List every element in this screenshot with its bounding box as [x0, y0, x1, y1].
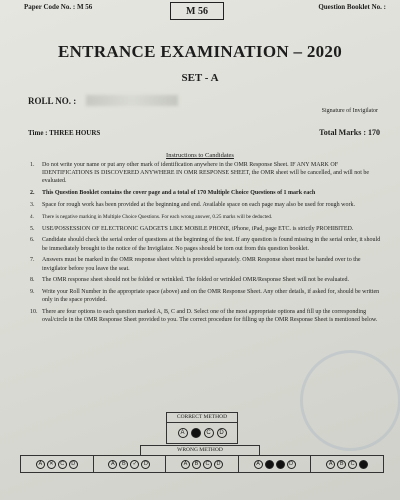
instruction-item: 8. The OMR response sheet should not be folded or wrinkled. The folded or wrinkled OMR/Response Sheet will not be evaluated. [30, 277, 349, 284]
instruction-item: 1. Do not write your name or put any other mark of identification anywhere in the OMR Response Sheet. IF ANY MARK OF IDENTIFICATIONS IS DISCOVERED ANYWHERE IN OMR RESPONSE SHEET, the OMR sheet will be cancelled, and will not be evaluated. [30, 162, 370, 185]
correct-method-box [166, 412, 238, 444]
instruction-item: 2. This Question Booklet contains the cover page and a total of 170 Multiple Choice Questions of 1 mark each [30, 190, 316, 197]
wrong-example-cross [21, 456, 94, 472]
omr-bubble: C [203, 460, 212, 469]
omr-bubble-crossed: ✕ [47, 460, 56, 469]
omr-bubble: D [69, 460, 78, 469]
omr-bubble-filled [265, 460, 274, 469]
set-label: SET - A [181, 72, 219, 84]
wrong-example-tick [94, 456, 167, 472]
omr-bubble-a: A [178, 428, 188, 438]
question-booklet-number: Question Booklet No. : [318, 3, 386, 11]
stamp-seal [300, 350, 400, 451]
invigilator-signature-label: Signature of Invigilator [321, 108, 378, 114]
instruction-item: 5. USE/POSSESSION OF ELECTRONIC GADGETS LIKE MOBILE PHONE, iPhone, iPad, page ETC. is strictly PROHIBITED. [30, 225, 354, 232]
correct-method-bubbles [167, 423, 237, 443]
total-marks: Total Marks : 170 [319, 128, 380, 137]
omr-bubble-dotted: A [181, 460, 190, 469]
watermark: ​ [140, 363, 159, 387]
omr-bubble: D [214, 460, 223, 469]
correct-method-label: CORRECT METHOD [167, 413, 237, 423]
omr-bubble: B [192, 460, 201, 469]
omr-bubble-filled [359, 460, 368, 469]
omr-bubble-ticked: ✓ [130, 460, 139, 469]
omr-bubble: B [337, 460, 346, 469]
omr-bubble-filled [191, 428, 201, 438]
instruction-item: 9. Write your Roll Number in the appropriate space (above) and on the OMR Response Sheet. Any other details, if asked for, should be written only in the space provided. [30, 289, 380, 304]
instruction-item: 4. There is negative marking in Multiple Choice Questions. For each wrong answer, 0.25 marks will be deducted. [30, 213, 273, 220]
wrong-example-double [239, 456, 312, 472]
roll-number-label: ROLL NO. : [28, 96, 77, 106]
omr-bubble: C [348, 460, 357, 469]
paper-code-box: M 56 [170, 2, 224, 20]
instruction-item: 7. Answers must be marked in the OMR response sheet which is provided separately. OMR Response sheet must be handed over to the invigilator before you leave the seat. [30, 257, 361, 272]
roll-number-redacted [86, 95, 178, 106]
instruction-item: 10. There are four options to each question marked A, B, C and D. Select one of the most appropriate options and fill up the corresponding oval/circle in the OMR Response Sheet provided to you. The correct procedure for filling up the OMR Response Sheet is mentioned below. [30, 309, 378, 324]
omr-bubble: C [58, 460, 67, 469]
instructions-heading: Instructions to Candidates [166, 152, 234, 159]
exam-title: ENTRANCE EXAMINATION – 2020 [57, 42, 343, 61]
omr-bubble: A [36, 460, 45, 469]
wrong-method-label: WRONG METHOD [140, 445, 260, 456]
instruction-item: 3. Space for rough work has been provided at the beginning and end. Available space on each page may also be used for rough work. [30, 202, 355, 208]
omr-bubble: A [108, 460, 117, 469]
wrong-method-examples [20, 455, 384, 473]
omr-bubble: A [326, 460, 335, 469]
time-duration: Time : THREE HOURS [28, 129, 101, 137]
omr-bubble: D [287, 460, 296, 469]
omr-bubble-c: C [204, 428, 214, 438]
omr-bubble: D [141, 460, 150, 469]
omr-bubble-d: D [217, 428, 227, 438]
omr-bubble-filled [276, 460, 285, 469]
instruction-item: 6. Candidate should check the serial order of questions at the beginning of the test. If any question is found missing in the serial order, it should be immediately brought to the notice of the Invigilator. No pages should be torn out from this question booklet. [30, 237, 381, 252]
wrong-example-dot [166, 456, 239, 472]
paper-code: Paper Code No. : M 56 [24, 3, 93, 11]
instructions-list [30, 161, 384, 328]
omr-bubble: B [119, 460, 128, 469]
omr-bubble: A [254, 460, 263, 469]
wrong-example-partial [311, 456, 383, 472]
